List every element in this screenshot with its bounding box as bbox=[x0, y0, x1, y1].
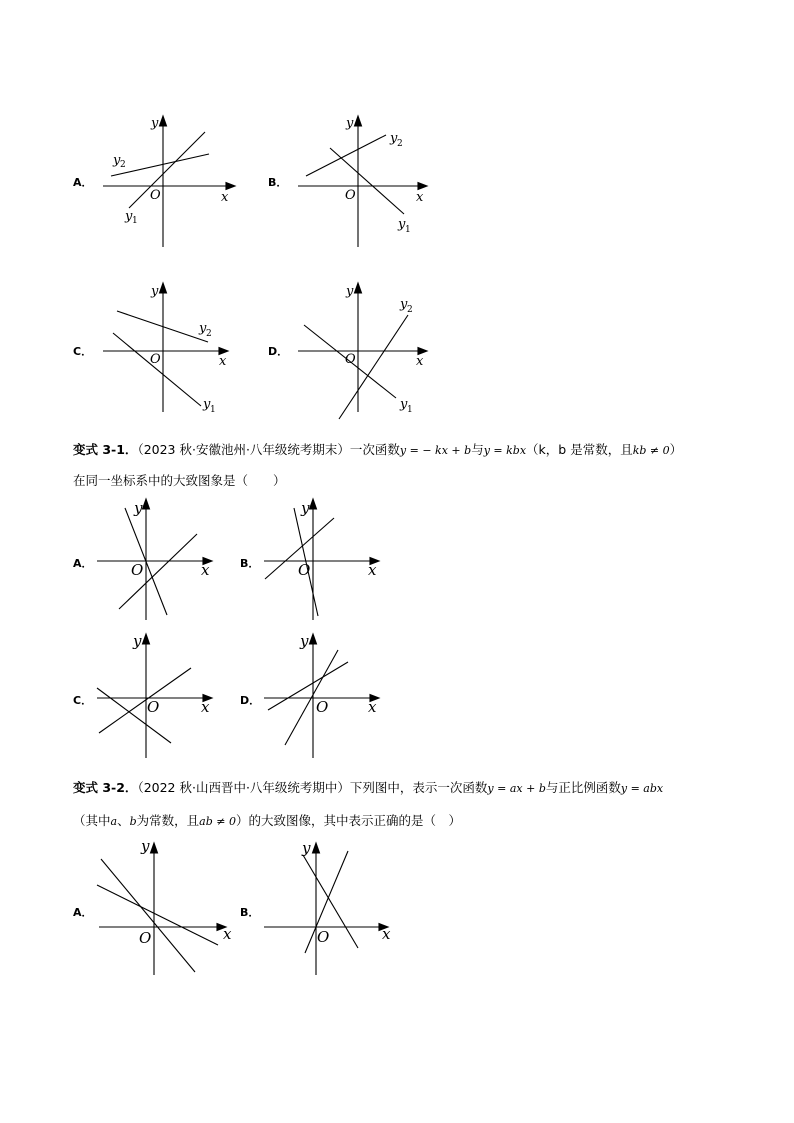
y2-label: y bbox=[400, 297, 408, 312]
q32-option-b-label[interactable]: B． bbox=[240, 906, 260, 919]
x-axis-label: x bbox=[201, 561, 210, 579]
line-y2 bbox=[306, 135, 386, 176]
x-axis-label: x bbox=[416, 354, 424, 369]
q32-option-a-graph bbox=[95, 835, 240, 980]
y2-label: y bbox=[113, 153, 121, 168]
y-axis-label: y bbox=[302, 839, 311, 857]
y1-label: y bbox=[400, 397, 408, 412]
option-a-graph bbox=[95, 110, 245, 255]
y-axis-arrow bbox=[160, 283, 167, 293]
steep-falling-line bbox=[101, 859, 195, 972]
x-axis-label: x bbox=[223, 925, 232, 943]
formula-1: y = − kx + b bbox=[399, 444, 472, 457]
y-axis-arrow bbox=[143, 634, 150, 644]
y2-label: y bbox=[390, 131, 398, 146]
line-y1 bbox=[129, 132, 205, 208]
y1-label: y bbox=[125, 209, 133, 224]
y-axis-label: y bbox=[301, 499, 310, 517]
falling-line bbox=[97, 688, 171, 743]
x-axis-label: x bbox=[368, 561, 377, 579]
formula-2: y = abx bbox=[620, 782, 664, 795]
question-3-2-line-2 bbox=[73, 812, 461, 831]
option-c-label[interactable]: C． bbox=[73, 345, 93, 358]
connector: 与 bbox=[471, 442, 484, 457]
condition-math: kb ≠ 0 bbox=[632, 444, 670, 457]
q31-option-a-label[interactable]: A． bbox=[73, 557, 93, 570]
x-axis-label: x bbox=[201, 698, 210, 716]
x-axis-label: x bbox=[368, 698, 377, 716]
x-axis-label: x bbox=[221, 190, 229, 205]
y-axis-arrow bbox=[143, 499, 150, 509]
option-d-label[interactable]: D． bbox=[268, 345, 289, 358]
question-3-1-line-1 bbox=[73, 441, 682, 460]
var-b: b bbox=[129, 815, 137, 828]
option-b-label[interactable]: B． bbox=[268, 176, 288, 189]
y1-label: y bbox=[398, 217, 406, 232]
formula-1: y = ax + b bbox=[487, 782, 546, 795]
origin-label: O bbox=[345, 352, 356, 367]
y-axis-arrow bbox=[160, 116, 167, 126]
y1-subscript: 1 bbox=[405, 225, 411, 235]
q31-option-a-graph bbox=[95, 495, 225, 625]
x-axis-arrow bbox=[226, 183, 235, 190]
condition-math: ab ≠ 0 bbox=[199, 815, 236, 828]
question-3-2-line-1 bbox=[73, 779, 663, 798]
y-axis-label: y bbox=[346, 116, 354, 131]
y2-subscript: 2 bbox=[397, 139, 403, 149]
shallow-falling-line bbox=[97, 885, 218, 945]
y-axis-label: y bbox=[151, 116, 159, 131]
y-axis-arrow bbox=[355, 116, 362, 126]
origin-label: O bbox=[131, 561, 144, 579]
text-part: ）的大致图像，其中表示正确的是（ ） bbox=[235, 813, 461, 828]
q32-option-b-graph bbox=[262, 835, 407, 980]
y-axis-arrow bbox=[310, 634, 317, 644]
y2-subscript: 2 bbox=[407, 305, 413, 315]
q31-option-b-graph bbox=[262, 495, 392, 625]
y-axis-label: y bbox=[346, 284, 354, 299]
text-part: （其中 bbox=[73, 813, 111, 828]
y-axis-arrow bbox=[151, 843, 158, 853]
y-axis-arrow bbox=[310, 499, 317, 509]
y-axis-arrow bbox=[313, 843, 320, 853]
q31-option-c-label[interactable]: C． bbox=[73, 694, 93, 707]
text-part: 为常数，且 bbox=[136, 813, 200, 828]
line-y1 bbox=[113, 333, 201, 406]
origin-label: O bbox=[317, 928, 330, 946]
falling-line bbox=[303, 855, 358, 948]
condition-start: （k，b 是常数，且 bbox=[526, 442, 633, 457]
var-a: a bbox=[110, 815, 118, 828]
question-3-2-prefix: 变式 3-2． bbox=[73, 780, 138, 795]
formula-2: y = kbx bbox=[483, 444, 527, 457]
y1-subscript: 1 bbox=[132, 216, 138, 226]
origin-label: O bbox=[139, 929, 152, 947]
option-a-label[interactable]: A． bbox=[73, 176, 93, 189]
origin-label: O bbox=[150, 188, 161, 203]
y-axis-label: y bbox=[300, 632, 309, 650]
q31-option-c-graph bbox=[95, 630, 225, 760]
option-d-graph bbox=[290, 275, 440, 425]
question-3-1-source: （2023 秋·安徽池州·八年级统考期末）一次函数 bbox=[137, 442, 400, 457]
option-b-graph bbox=[290, 110, 440, 255]
question-3-1-line-2: 在同一坐标系中的大致图象是（ ） bbox=[73, 473, 286, 488]
x-axis-label: x bbox=[219, 354, 227, 369]
y-axis-arrow bbox=[355, 283, 362, 293]
line-y1 bbox=[330, 148, 404, 214]
y2-subscript: 2 bbox=[120, 160, 126, 170]
x-axis-label: x bbox=[382, 925, 391, 943]
y1-label: y bbox=[203, 397, 211, 412]
y-axis-label: y bbox=[151, 284, 159, 299]
y2-label: y bbox=[199, 321, 207, 336]
origin-label: O bbox=[345, 188, 356, 203]
q31-option-d-graph bbox=[262, 630, 392, 760]
line-y2 bbox=[339, 315, 408, 419]
x-axis-arrow bbox=[418, 183, 427, 190]
q31-option-b-label[interactable]: B． bbox=[240, 557, 260, 570]
origin-label: O bbox=[316, 698, 329, 716]
connector: 与正比例函数 bbox=[545, 780, 621, 795]
origin-label: O bbox=[150, 352, 161, 367]
origin-label: O bbox=[298, 561, 311, 579]
y2-subscript: 2 bbox=[206, 329, 212, 339]
y1-subscript: 1 bbox=[407, 405, 413, 415]
q31-option-d-label[interactable]: D． bbox=[240, 694, 261, 707]
x-axis-label: x bbox=[416, 190, 424, 205]
y1-subscript: 1 bbox=[210, 405, 216, 415]
y-axis-label: y bbox=[134, 499, 143, 517]
q32-option-a-label[interactable]: A． bbox=[73, 906, 93, 919]
option-c-graph bbox=[95, 275, 245, 420]
text-part: 、 bbox=[117, 813, 130, 828]
question-3-2-source: （2022 秋·山西晋中·八年级统考期中）下列图中，表示一次函数 bbox=[137, 780, 488, 795]
y-axis-label: y bbox=[141, 837, 150, 855]
condition-end: ） bbox=[669, 442, 683, 457]
origin-label: O bbox=[147, 698, 160, 716]
question-3-1-prefix: 变式 3-1． bbox=[73, 442, 138, 457]
y-axis-label: y bbox=[133, 632, 142, 650]
